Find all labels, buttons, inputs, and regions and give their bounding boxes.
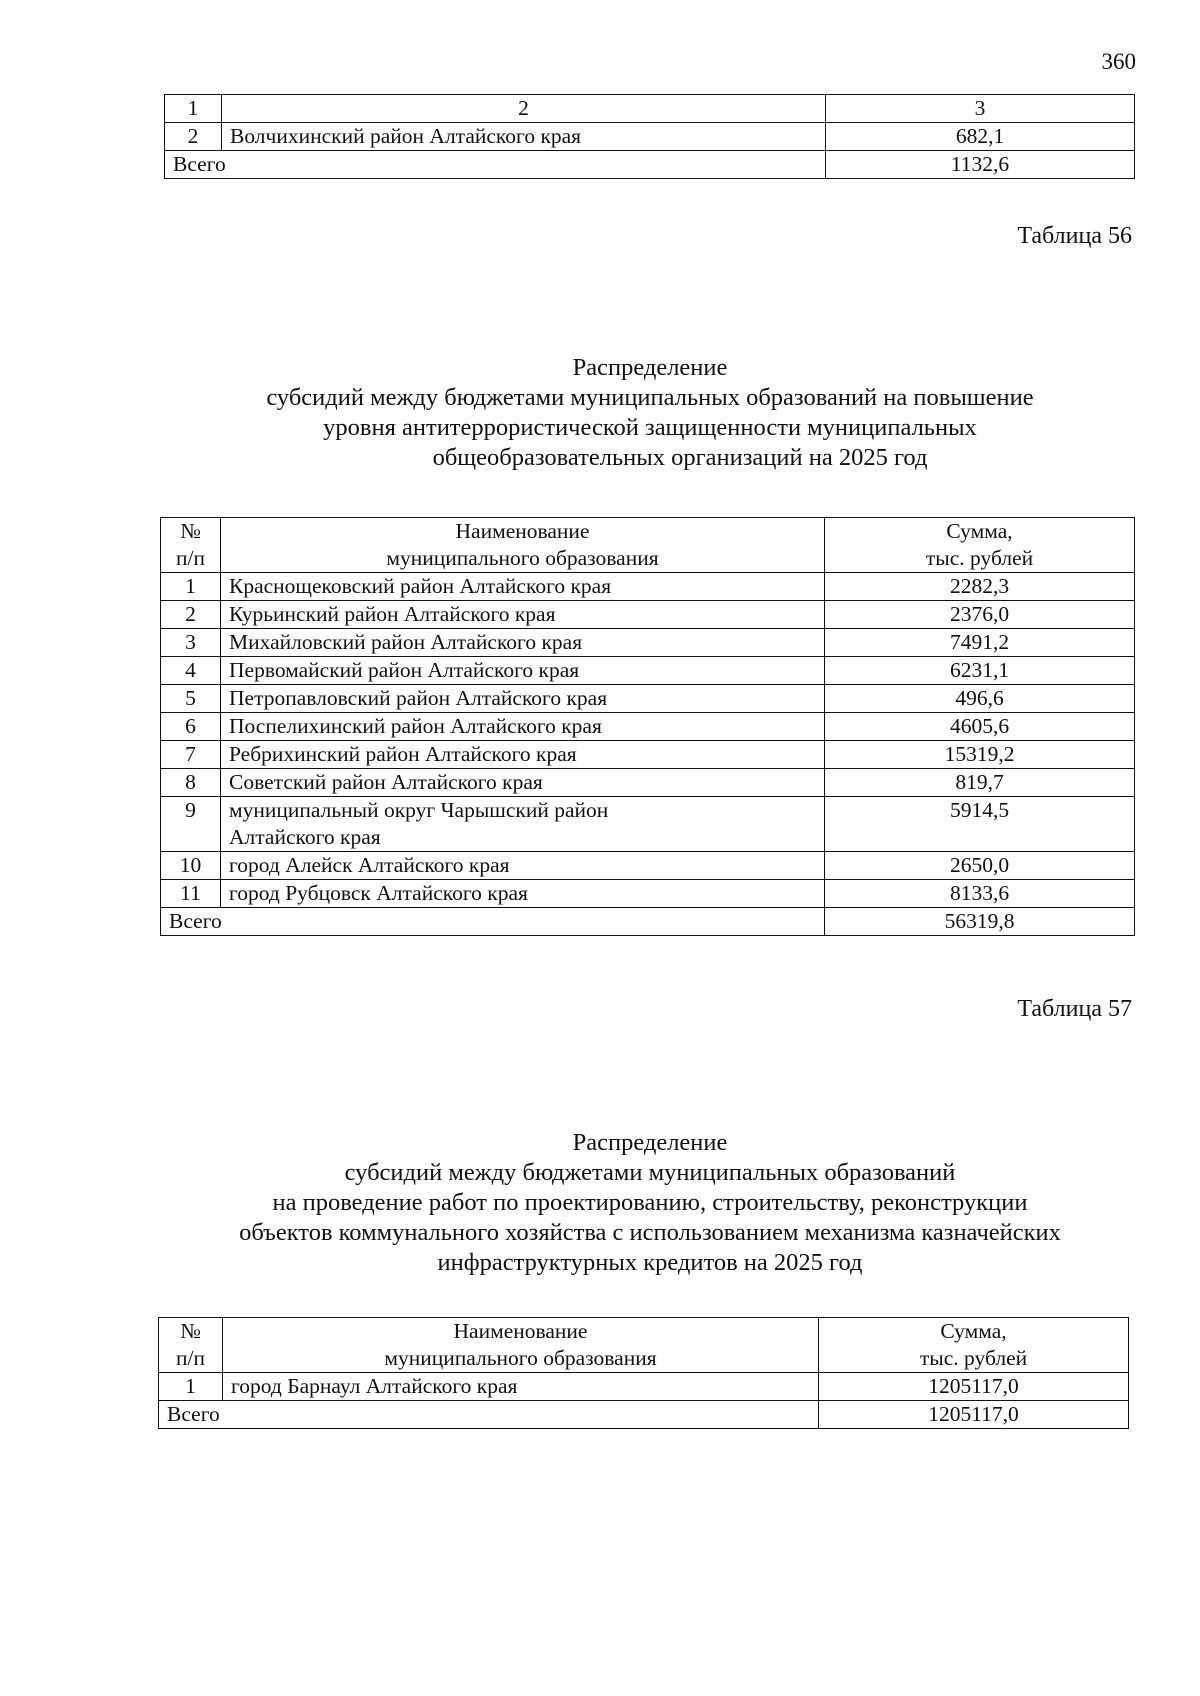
row-number: 6 [161,713,221,741]
heading-line: объектов коммунального хозяйства с использованием механизма казначейских [239,1219,1061,1246]
total-label: Всего [159,1401,819,1429]
table-row [159,1373,1129,1401]
heading-line: общеобразовательных организаций на 2025 год [432,444,928,471]
row-number: 4 [161,657,221,685]
row-name [221,797,825,852]
table-row [161,713,1135,741]
table-label: Таблица 57 [1017,996,1132,1022]
row-sum: 819,7 [825,769,1135,797]
row-name-line: Курьинский район Алтайского края [229,602,556,626]
header-name [223,1318,819,1373]
table-56 [160,517,1135,936]
row-name: Волчихинский район Алтайского края [222,123,826,151]
row-name [221,852,825,880]
total-label: Всего [161,908,825,936]
table-header-row [161,518,1135,573]
header-name [221,518,825,573]
row-name [223,1373,819,1401]
previous-table [164,94,1135,179]
row-name-line: муниципальный округ Чарышский район [229,798,609,822]
header-text: Сумма, [940,1319,1007,1343]
header-text: Наименование [453,1319,588,1343]
row-number: 1 [159,1373,223,1401]
row-sum: 1205117,0 [819,1373,1129,1401]
table-body [161,573,1135,908]
row-number: 11 [161,880,221,908]
header-text: тыс. рублей [925,546,1034,570]
heading-line: Распределение [572,354,728,381]
row-number: 8 [161,769,221,797]
total-label: Всего [165,151,826,179]
table-row [161,852,1135,880]
header-text: муниципального образования [384,1346,657,1370]
row-number: 5 [161,685,221,713]
row-name-line: Краснощековский район Алтайского края [229,574,612,598]
table-row [161,573,1135,601]
header-text: Наименование [455,519,590,543]
row-sum: 2282,3 [825,573,1135,601]
row-name-line: Петропавловский район Алтайского края [229,686,608,710]
table-row [161,629,1135,657]
total-value: 1132,6 [826,151,1135,179]
table-row [161,601,1135,629]
row-number: 2 [165,123,222,151]
row-number: 1 [161,573,221,601]
table-row [161,880,1135,908]
heading-line: уровня антитеррористической защищенности муниципальных [323,414,977,441]
row-name-line: Михайловский район Алтайского края [229,630,583,654]
table-row [161,769,1135,797]
table-heading [150,1128,1150,1278]
header-text: муниципального образования [386,546,659,570]
table-57 [158,1317,1129,1429]
row-name-line: город Барнаул Алтайского края [231,1374,518,1398]
row-number: 3 [161,629,221,657]
column-number: 2 [222,95,826,123]
table-label: Таблица 56 [1017,223,1132,249]
row-name-line: Первомайский район Алтайского края [229,658,580,682]
row-number: 10 [161,852,221,880]
table-heading [150,353,1150,473]
page-number: 360 [1101,49,1136,74]
row-number: 2 [161,601,221,629]
header-text: п/п [176,546,205,570]
header-number [159,1318,223,1373]
row-name [221,741,825,769]
total-value: 1205117,0 [819,1401,1129,1429]
row-name-line: город Рубцовск Алтайского края [229,881,528,905]
heading-line: на проведение работ по проектированию, строительству, реконструкции [272,1189,1028,1216]
row-sum: 15319,2 [825,741,1135,769]
total-row [159,1401,1129,1429]
row-sum: 2376,0 [825,601,1135,629]
heading-line: субсидий между бюджетами муниципальных образований [344,1159,956,1186]
header-sum [825,518,1135,573]
header-text: п/п [176,1346,205,1370]
header-text: Сумма, [946,519,1013,543]
table-row [161,797,1135,852]
row-name-line: город Алейск Алтайского края [229,853,510,877]
header-sum [819,1318,1129,1373]
total-value: 56319,8 [825,908,1135,936]
header-number [161,518,221,573]
row-name [221,713,825,741]
row-sum: 8133,6 [825,880,1135,908]
heading-line: субсидий между бюджетами муниципальных образований на повышение [266,384,1034,411]
row-sum: 2650,0 [825,852,1135,880]
row-name [221,573,825,601]
table-row [161,741,1135,769]
column-number: 3 [826,95,1135,123]
header-text: № [180,1319,201,1343]
row-name-line: Поспелихинский район Алтайского края [229,714,602,738]
row-sum: 5914,5 [825,797,1135,852]
row-sum: 7491,2 [825,629,1135,657]
row-number: 9 [161,797,221,852]
row-name-line: Советский район Алтайского края [229,770,543,794]
row-name-line: Ребрихинский район Алтайского края [229,742,577,766]
row-name [221,769,825,797]
row-name [221,601,825,629]
table-row [165,123,1135,151]
heading-line: Распределение [572,1129,728,1156]
row-name-line: Алтайского края [229,825,381,849]
row-sum: 682,1 [826,123,1135,151]
heading-line: инфраструктурных кредитов на 2025 год [437,1249,863,1276]
row-name [221,629,825,657]
header-text: тыс. рублей [919,1346,1028,1370]
table-row [161,685,1135,713]
row-sum: 4605,6 [825,713,1135,741]
table-row [161,657,1135,685]
table-header-row [159,1318,1129,1373]
row-sum: 496,6 [825,685,1135,713]
header-text: № [180,519,201,543]
row-name [221,880,825,908]
table-body [159,1373,1129,1401]
column-number: 1 [165,95,222,123]
table-header-row [165,95,1135,123]
total-row [165,151,1135,179]
row-name [221,657,825,685]
row-number: 7 [161,741,221,769]
row-sum: 6231,1 [825,657,1135,685]
total-row [161,908,1135,936]
row-name [221,685,825,713]
